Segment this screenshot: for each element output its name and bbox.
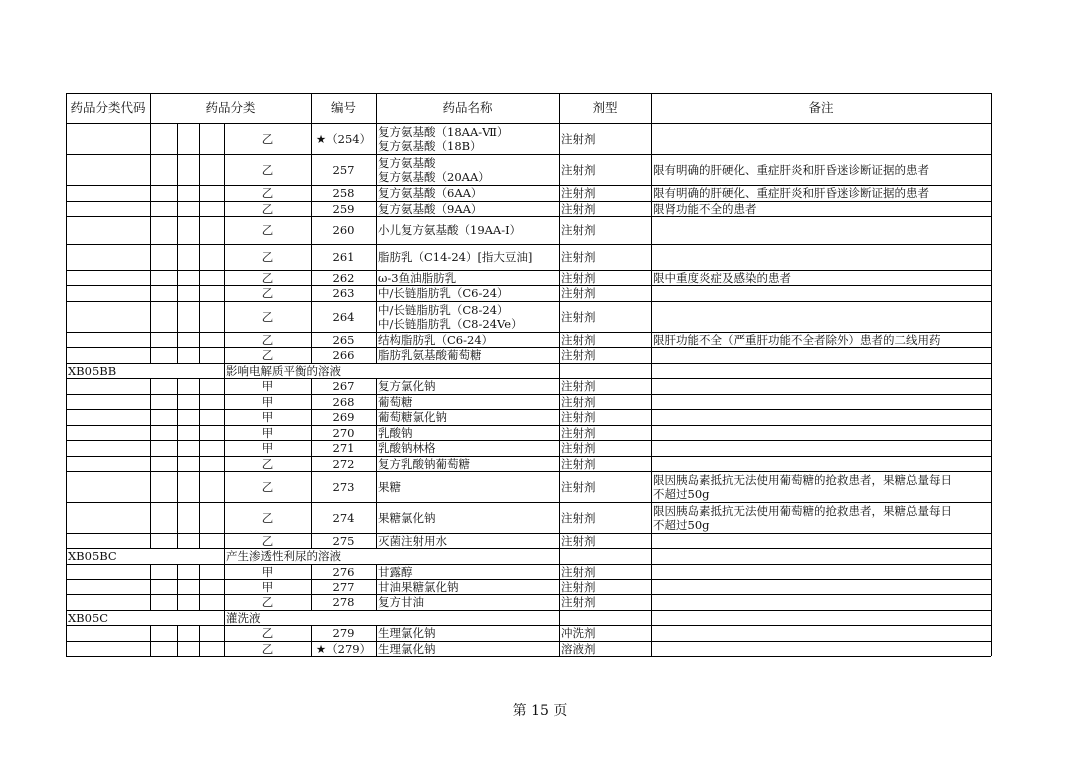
- drug-class: 乙: [261, 201, 274, 216]
- dosage-form: 注射剂: [561, 223, 596, 237]
- header-remark: 备注: [808, 100, 834, 115]
- drug-name: 葡萄糖氯化钠: [378, 410, 447, 424]
- grid-line: [199, 301, 200, 332]
- grid-line: [199, 244, 200, 270]
- remark-line: 不超过50g: [653, 517, 710, 532]
- grid-line: [66, 185, 67, 201]
- grid-line: [991, 185, 992, 201]
- dosage-form: 注射剂: [561, 270, 596, 285]
- drug-class: 甲: [261, 394, 274, 409]
- grid-line: [150, 154, 151, 185]
- drug-name: 中/长链脂肪乳（C6-24）: [378, 286, 509, 300]
- grid-line: [991, 610, 992, 625]
- grid-line: [991, 378, 992, 394]
- dosage-form: 注射剂: [561, 379, 596, 393]
- drug-name: 复方氨基酸（9AA）: [378, 201, 483, 216]
- drug-class: 甲: [261, 564, 274, 579]
- drug-number: 279: [332, 626, 355, 640]
- grid-line: [199, 533, 200, 548]
- drug-name: 复方甘油: [378, 595, 424, 609]
- grid-line: [199, 347, 200, 363]
- grid-line: [66, 656, 991, 657]
- grid-line: [177, 332, 178, 347]
- grid-line: [199, 185, 200, 201]
- dosage-form: 注射剂: [561, 131, 596, 146]
- grid-line: [991, 471, 992, 502]
- header-code: 药品分类代码: [70, 100, 146, 115]
- grid-line: [66, 594, 67, 610]
- dosage-form: 注射剂: [561, 533, 596, 548]
- drug-name: 乳酸钠: [378, 425, 413, 440]
- grid-line: [991, 301, 992, 332]
- grid-line: [66, 301, 67, 332]
- grid-line: [651, 440, 652, 456]
- remark-line: 不超过50g: [653, 486, 710, 501]
- grid-line: [199, 270, 200, 285]
- grid-line: [66, 216, 67, 244]
- drug-number: 257: [332, 162, 355, 177]
- grid-line: [66, 285, 67, 301]
- grid-line: [991, 548, 992, 564]
- grid-line: [66, 93, 67, 123]
- grid-line: [376, 93, 377, 123]
- grid-line: [66, 332, 67, 347]
- grid-line: [991, 363, 992, 378]
- grid-line: [651, 625, 652, 641]
- drug-name: 甘油果糖氯化钠: [378, 579, 459, 594]
- grid-line: [66, 579, 67, 594]
- remark: [651, 502, 991, 533]
- remark-line: 限因胰岛素抵抗无法使用葡萄糖的抢救患者，果糖总量每日: [653, 472, 952, 487]
- grid-line: [224, 548, 225, 564]
- grid-line: [199, 579, 200, 594]
- grid-line: [651, 610, 652, 625]
- grid-line: [177, 579, 178, 594]
- grid-line: [66, 533, 67, 548]
- grid-line: [150, 378, 151, 394]
- grid-line: [991, 285, 992, 301]
- grid-line: [224, 363, 225, 378]
- category-code: XB05BB: [68, 363, 117, 378]
- grid-line: [199, 440, 200, 456]
- grid-line: [991, 123, 992, 154]
- grid-line: [177, 285, 178, 301]
- grid-line: [177, 394, 178, 409]
- drug-number: ★（254）: [315, 131, 372, 146]
- drug-name: 果糖: [378, 479, 401, 494]
- drug-number: 261: [332, 250, 355, 264]
- grid-line: [199, 378, 200, 394]
- drug-number: 258: [332, 186, 355, 200]
- drug-name: 乳酸钠林格: [378, 441, 436, 455]
- drug-number: 278: [332, 595, 355, 609]
- grid-line: [177, 594, 178, 610]
- grid-line: [150, 594, 151, 610]
- grid-line: [991, 425, 992, 440]
- grid-line: [150, 185, 151, 201]
- grid-line: [177, 625, 178, 641]
- remark: 限中重度炎症及感染的患者: [653, 270, 791, 285]
- remark: 限肾功能不全的患者: [653, 201, 757, 216]
- drug-number: 264: [332, 309, 355, 324]
- grid-line: [991, 347, 992, 363]
- grid-line: [199, 456, 200, 471]
- grid-line: [651, 378, 652, 394]
- drug-number: 263: [332, 286, 355, 300]
- grid-line: [66, 641, 67, 656]
- drug-class: 乙: [261, 533, 274, 548]
- grid-line: [66, 270, 67, 285]
- grid-line: [651, 347, 652, 363]
- grid-line: [651, 533, 652, 548]
- grid-line: [651, 363, 652, 378]
- drug-name: ω-3鱼油脂肪乳: [378, 270, 457, 285]
- remark: 限有明确的肝硬化、重症肝炎和肝昏迷诊断证据的患者: [653, 186, 929, 200]
- dosage-form: 注射剂: [561, 441, 596, 455]
- grid-line: [651, 579, 652, 594]
- grid-line: [199, 502, 200, 533]
- drug-name: 生理氯化钠: [378, 626, 436, 640]
- drug-class: 乙: [261, 332, 274, 347]
- drug-number: 272: [332, 456, 355, 471]
- drug-number: 271: [332, 441, 355, 455]
- drug-class: 乙: [261, 131, 274, 146]
- grid-line: [150, 201, 151, 216]
- dosage-form: 注射剂: [561, 250, 596, 264]
- grid-line: [177, 564, 178, 579]
- grid-line: [66, 625, 67, 641]
- grid-line: [199, 332, 200, 347]
- grid-line: [66, 201, 67, 216]
- grid-line: [311, 93, 312, 123]
- grid-line: [177, 301, 178, 332]
- header-form: 剂型: [592, 100, 618, 115]
- dosage-form: 溶液剂: [561, 641, 596, 656]
- grid-line: [150, 502, 151, 533]
- dosage-form: 注射剂: [561, 309, 596, 324]
- header-number: 编号: [330, 100, 356, 115]
- dosage-form: 注射剂: [561, 595, 596, 609]
- grid-line: [991, 93, 992, 123]
- drug-class: 乙: [261, 595, 274, 609]
- drug-number: 266: [332, 348, 355, 362]
- grid-line: [991, 394, 992, 409]
- drug-name: 果糖氯化钠: [378, 510, 436, 525]
- drug-name-line: 中/长链脂肪乳（C8-24）: [378, 302, 509, 317]
- grid-line: [651, 594, 652, 610]
- drug-number: 270: [332, 425, 355, 440]
- drug-name: 脂肪乳（C14-24）[指大豆油]: [378, 250, 533, 264]
- drug-name: 小儿复方氨基酸（19AA-Ⅰ）: [378, 223, 522, 237]
- drug-name-line: 复方氨基酸（18AA-Ⅶ）: [378, 124, 509, 139]
- drug-class: 甲: [261, 579, 274, 594]
- drug-name: [376, 154, 559, 185]
- drug-number: 269: [332, 410, 355, 424]
- drug-number: 276: [332, 564, 355, 579]
- drug-name: 结构脂肪乳（C6-24）: [378, 332, 494, 347]
- drug-name-line: 复方氨基酸: [378, 155, 436, 170]
- grid-line: [150, 456, 151, 471]
- grid-line: [150, 625, 151, 641]
- grid-line: [177, 123, 178, 154]
- dosage-form: 注射剂: [561, 456, 596, 471]
- drug-class: 乙: [261, 510, 274, 525]
- grid-line: [66, 456, 67, 471]
- grid-line: [559, 93, 560, 123]
- grid-line: [991, 332, 992, 347]
- grid-line: [177, 185, 178, 201]
- remark: 限有明确的肝硬化、重症肝炎和肝昏迷诊断证据的患者: [653, 162, 929, 177]
- grid-line: [199, 154, 200, 185]
- grid-line: [177, 533, 178, 548]
- grid-line: [991, 216, 992, 244]
- drug-number: ★（279）: [315, 641, 372, 656]
- grid-line: [150, 270, 151, 285]
- grid-line: [199, 425, 200, 440]
- drug-name: 生理氯化钠: [378, 641, 436, 656]
- drug-name: 复方氨基酸（6AA）: [378, 186, 483, 200]
- grid-line: [150, 425, 151, 440]
- grid-line: [199, 564, 200, 579]
- grid-line: [177, 154, 178, 185]
- drug-name: 灭菌注射用水: [378, 533, 447, 548]
- grid-line: [991, 564, 992, 579]
- grid-line: [66, 502, 67, 533]
- drug-class: 甲: [261, 441, 274, 455]
- drug-class: 乙: [261, 348, 274, 362]
- drug-class: 乙: [261, 456, 274, 471]
- grid-line: [651, 425, 652, 440]
- dosage-form: 注射剂: [561, 479, 596, 494]
- grid-line: [199, 201, 200, 216]
- drug-name: 葡萄糖: [378, 394, 413, 409]
- remark-line: 限因胰岛素抵抗无法使用葡萄糖的抢救患者，果糖总量每日: [653, 503, 952, 518]
- grid-line: [150, 533, 151, 548]
- grid-line: [991, 201, 992, 216]
- drug-number: 275: [332, 533, 355, 548]
- grid-line: [177, 216, 178, 244]
- grid-line: [66, 564, 67, 579]
- drug-number: 274: [332, 510, 355, 525]
- dosage-form: 注射剂: [561, 286, 596, 300]
- drug-class: 乙: [261, 309, 274, 324]
- drug-class: 乙: [261, 270, 274, 285]
- drug-number: 260: [332, 223, 355, 237]
- drug-number: 267: [332, 379, 355, 393]
- grid-line: [66, 154, 67, 185]
- grid-line: [199, 471, 200, 502]
- drug-number: 273: [332, 479, 355, 494]
- header-name: 药品名称: [442, 100, 493, 115]
- grid-line: [150, 347, 151, 363]
- dosage-form: 注射剂: [561, 201, 596, 216]
- category-title: 灌洗液: [226, 610, 261, 625]
- grid-line: [991, 409, 992, 425]
- dosage-form: 注射剂: [561, 186, 596, 200]
- grid-line: [651, 285, 652, 301]
- grid-line: [224, 610, 225, 625]
- drug-name: 复方乳酸钠葡萄糖: [378, 456, 470, 471]
- grid-line: [991, 533, 992, 548]
- grid-line: [66, 93, 991, 94]
- drug-class: 乙: [261, 223, 274, 237]
- drug-name: [376, 123, 559, 154]
- drug-class: 乙: [261, 162, 274, 177]
- drug-number: 277: [332, 579, 355, 594]
- dosage-form: 注射剂: [561, 425, 596, 440]
- grid-line: [991, 270, 992, 285]
- grid-line: [991, 154, 992, 185]
- drug-class: 乙: [261, 479, 274, 494]
- grid-line: [651, 564, 652, 579]
- remark: 限肝功能不全（严重肝功能不全者除外）患者的二线用药: [653, 332, 941, 347]
- grid-line: [150, 579, 151, 594]
- grid-line: [150, 285, 151, 301]
- grid-line: [66, 548, 67, 564]
- drug-class: 乙: [261, 286, 274, 300]
- grid-line: [66, 378, 67, 394]
- grid-line: [991, 625, 992, 641]
- grid-line: [177, 244, 178, 270]
- grid-line: [177, 201, 178, 216]
- grid-line: [177, 456, 178, 471]
- grid-line: [177, 641, 178, 656]
- grid-line: [150, 93, 151, 123]
- grid-line: [651, 123, 652, 154]
- category-code: XB05C: [68, 610, 109, 625]
- remark: [651, 471, 991, 502]
- drug-class: 乙: [261, 250, 274, 264]
- grid-line: [991, 641, 992, 656]
- grid-line: [651, 394, 652, 409]
- grid-line: [150, 394, 151, 409]
- drug-name: 复方氯化钠: [378, 379, 436, 393]
- category-code: XB05BC: [68, 549, 117, 563]
- grid-line: [651, 244, 652, 270]
- grid-line: [199, 123, 200, 154]
- drug-class: 甲: [261, 379, 274, 393]
- drug-name: 脂肪乳氨基酸葡萄糖: [378, 348, 482, 362]
- grid-line: [651, 301, 652, 332]
- dosage-form: 注射剂: [561, 564, 596, 579]
- grid-line: [651, 216, 652, 244]
- drug-name: 甘露醇: [378, 564, 413, 579]
- dosage-form: 注射剂: [561, 394, 596, 409]
- grid-line: [559, 610, 560, 625]
- grid-line: [66, 244, 67, 270]
- grid-line: [66, 425, 67, 440]
- grid-line: [651, 548, 652, 564]
- drug-class: 乙: [261, 186, 274, 200]
- drug-name-line: 复方氨基酸（18B）: [378, 138, 482, 153]
- grid-line: [66, 440, 67, 456]
- drug-class: 乙: [261, 626, 274, 640]
- grid-line: [199, 594, 200, 610]
- grid-line: [199, 394, 200, 409]
- grid-line: [177, 425, 178, 440]
- drug-number: 259: [332, 201, 355, 216]
- dosage-form: 注射剂: [561, 162, 596, 177]
- grid-line: [150, 471, 151, 502]
- grid-line: [66, 123, 67, 154]
- drug-number: 265: [332, 332, 355, 347]
- grid-line: [991, 594, 992, 610]
- grid-line: [651, 456, 652, 471]
- grid-line: [991, 456, 992, 471]
- grid-line: [150, 123, 151, 154]
- grid-line: [150, 216, 151, 244]
- page-number: 第 15 页: [512, 703, 568, 719]
- dosage-form: 注射剂: [561, 332, 596, 347]
- grid-line: [559, 548, 560, 564]
- grid-line: [66, 347, 67, 363]
- grid-line: [199, 216, 200, 244]
- grid-line: [177, 471, 178, 502]
- dosage-form: 注射剂: [561, 579, 596, 594]
- grid-line: [177, 440, 178, 456]
- drug-number: 268: [332, 394, 355, 409]
- grid-line: [150, 440, 151, 456]
- dosage-form: 注射剂: [561, 348, 596, 362]
- grid-line: [199, 409, 200, 425]
- drug-class: 甲: [261, 410, 274, 424]
- grid-line: [177, 270, 178, 285]
- grid-line: [150, 244, 151, 270]
- grid-line: [66, 363, 67, 378]
- header-category: 药品分类: [205, 100, 256, 115]
- grid-line: [177, 347, 178, 363]
- drug-class: 甲: [261, 425, 274, 440]
- drug-class: 乙: [261, 641, 274, 656]
- grid-line: [150, 409, 151, 425]
- grid-line: [199, 285, 200, 301]
- grid-line: [66, 610, 67, 625]
- grid-line: [651, 93, 652, 123]
- grid-line: [651, 409, 652, 425]
- grid-line: [199, 625, 200, 641]
- grid-line: [177, 502, 178, 533]
- grid-line: [991, 244, 992, 270]
- dosage-form: 注射剂: [561, 410, 596, 424]
- grid-line: [177, 378, 178, 394]
- grid-line: [559, 363, 560, 378]
- grid-line: [651, 641, 652, 656]
- dosage-form: 注射剂: [561, 510, 596, 525]
- drug-number: 262: [332, 270, 355, 285]
- dosage-form: 冲洗剂: [561, 626, 596, 640]
- grid-line: [150, 564, 151, 579]
- drug-name-line: 复方氨基酸（20AA）: [378, 169, 490, 184]
- grid-line: [991, 440, 992, 456]
- grid-line: [991, 502, 992, 533]
- grid-line: [177, 409, 178, 425]
- grid-line: [66, 471, 67, 502]
- grid-line: [66, 394, 67, 409]
- grid-line: [150, 332, 151, 347]
- grid-line: [150, 301, 151, 332]
- grid-line: [66, 409, 67, 425]
- category-title: 影响电解质平衡的溶液: [226, 363, 341, 378]
- grid-line: [199, 641, 200, 656]
- grid-line: [150, 641, 151, 656]
- grid-line: [991, 579, 992, 594]
- drug-name: [376, 301, 559, 332]
- drug-name-line: 中/长链脂肪乳（C8-24Ve）: [378, 316, 523, 331]
- category-title: 产生渗透性利尿的溶液: [226, 549, 341, 563]
